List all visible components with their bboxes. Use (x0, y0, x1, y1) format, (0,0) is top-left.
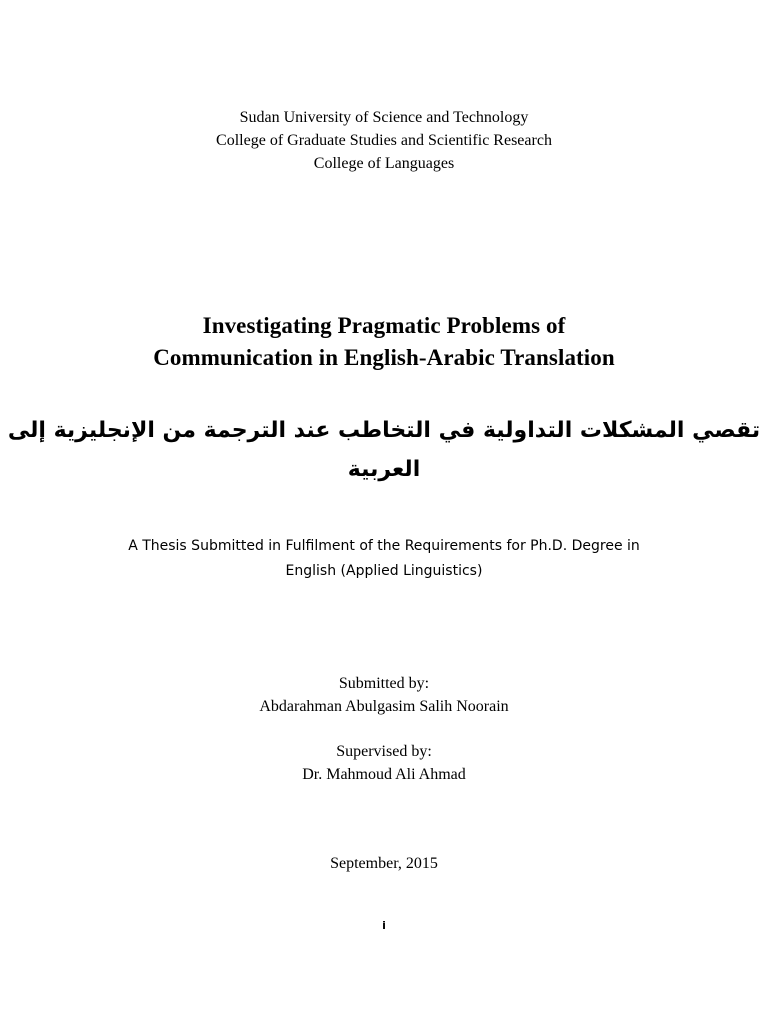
university-name: Sudan University of Science and Technology (239, 109, 529, 126)
title-arabic-line1: تقصي المشكلات التداولية في التخاطب عند الترجمة من الإنجليزية إلى (7, 418, 761, 443)
supervised-by-label: Supervised by: (336, 743, 432, 760)
title-english-line2: Communication in English-Arabic Translation (153, 345, 615, 370)
submission-date: September, 2015 (330, 855, 438, 872)
college-graduate-studies: College of Graduate Studies and Scientific Research (216, 132, 552, 149)
submitted-by-label: Submitted by: (338, 675, 430, 692)
college-languages: College of Languages (313, 155, 455, 172)
title-arabic-line2: العربية (347, 457, 421, 482)
thesis-statement-line1: A Thesis Submitted in Fulfilment of the Requirements for Ph.D. Degree in (128, 538, 640, 554)
thesis-statement-line2: English (Applied Linguistics) (285, 563, 483, 579)
page-number: i (382, 919, 386, 932)
supervisor-name: Dr. Mahmoud Ali Ahmad (302, 766, 466, 783)
title-english-line1: Investigating Pragmatic Problems of (202, 313, 566, 338)
author-name: Abdarahman Abulgasim Salih Noorain (259, 698, 509, 715)
